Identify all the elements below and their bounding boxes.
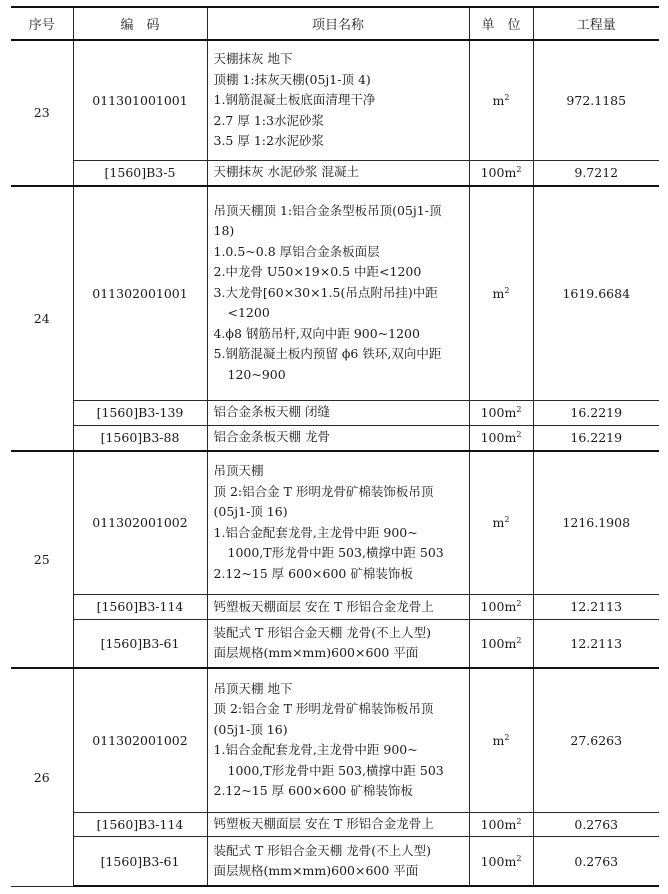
item-name-line: 18) — [213, 223, 235, 239]
header-unit: 单 位 — [469, 7, 533, 40]
item-name-cell — [207, 400, 469, 425]
unit-exponent: 2 — [504, 732, 510, 742]
item-name-line: 1000,T形龙骨中距 503,横撑中距 503 — [227, 545, 444, 561]
unit-cell — [469, 812, 533, 837]
unit-base: 100m — [480, 635, 517, 651]
header-code: 编 码 — [73, 7, 207, 40]
seq-cell: 26 — [11, 668, 73, 886]
item-name-cell — [207, 160, 469, 185]
unit-cell — [469, 668, 533, 812]
table-row — [11, 186, 659, 401]
item-name-line: 1000,T形龙骨中距 503,横撑中距 503 — [227, 762, 444, 778]
item-name-line: 3.5 厚 1:2水泥砂浆 — [213, 133, 324, 149]
quantity-cell: 12.2113 — [533, 594, 659, 619]
item-name-cell — [207, 40, 469, 160]
unit-base: 100m — [480, 405, 517, 421]
unit-cell — [469, 594, 533, 619]
item-name-line: 1.铝合金配套龙骨,主龙骨中距 900~ — [213, 524, 418, 540]
unit-exponent: 2 — [516, 165, 522, 175]
item-name-line: 面层规格(mm×mm)600×600 平面 — [213, 863, 419, 879]
item-name-line: 顶棚 1:抹灰天棚(05j1-顶 4) — [213, 71, 371, 87]
code-cell: [1560]B3-61 — [73, 619, 207, 668]
table-row — [11, 451, 659, 595]
quantity-cell: 1619.6684 — [533, 186, 659, 401]
unit-exponent: 2 — [504, 285, 510, 295]
item-name-line: (05j1-顶 16) — [213, 504, 288, 520]
quantity-table — [11, 6, 659, 887]
header-name: 项目名称 — [207, 7, 469, 40]
unit-cell — [469, 40, 533, 160]
unit-cell — [469, 451, 533, 595]
code-cell: [1560]B3-61 — [73, 837, 207, 886]
unit-base: 100m — [480, 430, 517, 446]
unit-cell — [469, 160, 533, 185]
table-row — [11, 837, 659, 886]
unit-cell — [469, 425, 533, 450]
unit-base: 100m — [480, 599, 517, 615]
item-name-line: 面层规格(mm×mm)600×600 平面 — [213, 645, 419, 661]
seq-cell: 25 — [11, 451, 73, 669]
quantity-cell: 12.2113 — [533, 619, 659, 668]
code-cell: 011301001001 — [73, 40, 207, 160]
item-name-line: 3.大龙骨[60×30×1.5(吊点附吊挂)中距 — [213, 284, 438, 300]
unit-exponent: 2 — [516, 816, 522, 826]
unit-exponent: 2 — [516, 599, 522, 609]
item-name-line: 钙塑板天棚面层 安在 T 形铝合金龙骨上 — [213, 816, 434, 832]
unit-cell — [469, 186, 533, 401]
table-row — [11, 160, 659, 185]
item-name-line: 2.7 厚 1:3水泥砂浆 — [213, 112, 324, 128]
quantity-cell: 9.7212 — [533, 160, 659, 185]
item-name-line: 铝合金条板天棚 龙骨 — [213, 429, 330, 445]
code-cell: [1560]B3-139 — [73, 400, 207, 425]
item-name-cell — [207, 451, 469, 595]
item-name-cell — [207, 425, 469, 450]
item-name-cell — [207, 837, 469, 886]
item-name-line: (05j1-顶 16) — [213, 721, 288, 737]
quantity-cell: 0.2763 — [533, 812, 659, 837]
item-name-line: 铝合金条板天棚 闭缝 — [213, 404, 330, 420]
item-name-line: 2.中龙骨 U50×19×0.5 中距<1200 — [213, 264, 422, 280]
unit-base: m — [492, 515, 505, 531]
quantity-cell: 0.2763 — [533, 837, 659, 886]
item-name-line: 吊顶天棚 地下 — [213, 680, 293, 696]
header-qty: 工程量 — [533, 7, 659, 40]
table-row — [11, 668, 659, 812]
unit-exponent: 2 — [504, 515, 510, 525]
code-cell: [1560]B3-114 — [73, 812, 207, 837]
item-name-line: 5.钢筋混凝土板内预留 ϕ6 铁环,双向中距 — [213, 346, 442, 362]
table-body — [11, 40, 659, 886]
quantity-cell: 972.1185 — [533, 40, 659, 160]
code-cell: 011302001002 — [73, 668, 207, 812]
item-name-line: 吊顶天棚顶 1:铝合金条型板吊顶(05j1-顶 — [213, 202, 442, 218]
code-cell: [1560]B3-114 — [73, 594, 207, 619]
unit-base: m — [492, 92, 505, 108]
unit-base: m — [492, 732, 505, 748]
quantity-cell: 1216.1908 — [533, 451, 659, 595]
item-name-line: 2.12~15 厚 600×600 矿棉装饰板 — [213, 783, 413, 799]
quantity-cell: 27.6263 — [533, 668, 659, 812]
unit-cell — [469, 400, 533, 425]
item-name-line: 钙塑板天棚面层 安在 T 形铝合金龙骨上 — [213, 598, 434, 614]
unit-base: 100m — [480, 853, 517, 869]
code-cell: 011302001001 — [73, 186, 207, 401]
unit-exponent: 2 — [504, 92, 510, 102]
item-name-line: 2.12~15 厚 600×600 矿棉装饰板 — [213, 565, 413, 581]
item-name-line: 天棚抹灰 地下 — [213, 51, 293, 67]
item-name-line: 装配式 T 形铝合金天棚 龙骨(不上人型) — [213, 624, 432, 640]
table-row — [11, 812, 659, 837]
unit-exponent: 2 — [516, 635, 522, 645]
header-row — [11, 7, 659, 40]
table-row — [11, 425, 659, 450]
item-name-cell — [207, 668, 469, 812]
unit-cell — [469, 837, 533, 886]
item-name-line: 装配式 T 形铝合金天棚 龙骨(不上人型) — [213, 842, 432, 858]
item-name-line: 4.ϕ8 钢筋吊杆,双向中距 900~1200 — [213, 325, 420, 341]
unit-base: 100m — [480, 816, 517, 832]
header-seq: 序号 — [11, 7, 73, 40]
code-cell: [1560]B3-88 — [73, 425, 207, 450]
item-name-line: 吊顶天棚 — [213, 463, 264, 479]
quantity-cell: 16.2219 — [533, 425, 659, 450]
table-row — [11, 594, 659, 619]
code-cell: [1560]B3-5 — [73, 160, 207, 185]
code-cell: 011302001002 — [73, 451, 207, 595]
item-name-cell — [207, 594, 469, 619]
item-name-line: <1200 — [227, 305, 270, 321]
unit-exponent: 2 — [516, 405, 522, 415]
seq-cell: 24 — [11, 186, 73, 451]
unit-exponent: 2 — [516, 430, 522, 440]
unit-base: 100m — [480, 165, 517, 181]
unit-cell — [469, 619, 533, 668]
item-name-line: 1.0.5~0.8 厚铝合金条板面层 — [213, 243, 380, 259]
item-name-line: 1.钢筋混凝土板底面清理干净 — [213, 92, 376, 108]
item-name-line: 顶 2:铝合金 T 形明龙骨矿棉装饰板吊顶 — [213, 701, 434, 717]
item-name-line: 1.铝合金配套龙骨,主龙骨中距 900~ — [213, 742, 418, 758]
item-name-line: 顶 2:铝合金 T 形明龙骨矿棉装饰板吊顶 — [213, 483, 434, 499]
item-name-line: 120~900 — [227, 366, 286, 382]
unit-exponent: 2 — [516, 853, 522, 863]
seq-cell: 23 — [11, 40, 73, 186]
unit-base: m — [492, 285, 505, 301]
item-name-cell — [207, 619, 469, 668]
item-name-cell — [207, 186, 469, 401]
item-name-line: 天棚抹灰 水泥砂浆 混凝土 — [213, 164, 359, 180]
table-row — [11, 619, 659, 668]
item-name-cell — [207, 812, 469, 837]
table-row — [11, 40, 659, 160]
quantity-cell: 16.2219 — [533, 400, 659, 425]
table-row — [11, 400, 659, 425]
